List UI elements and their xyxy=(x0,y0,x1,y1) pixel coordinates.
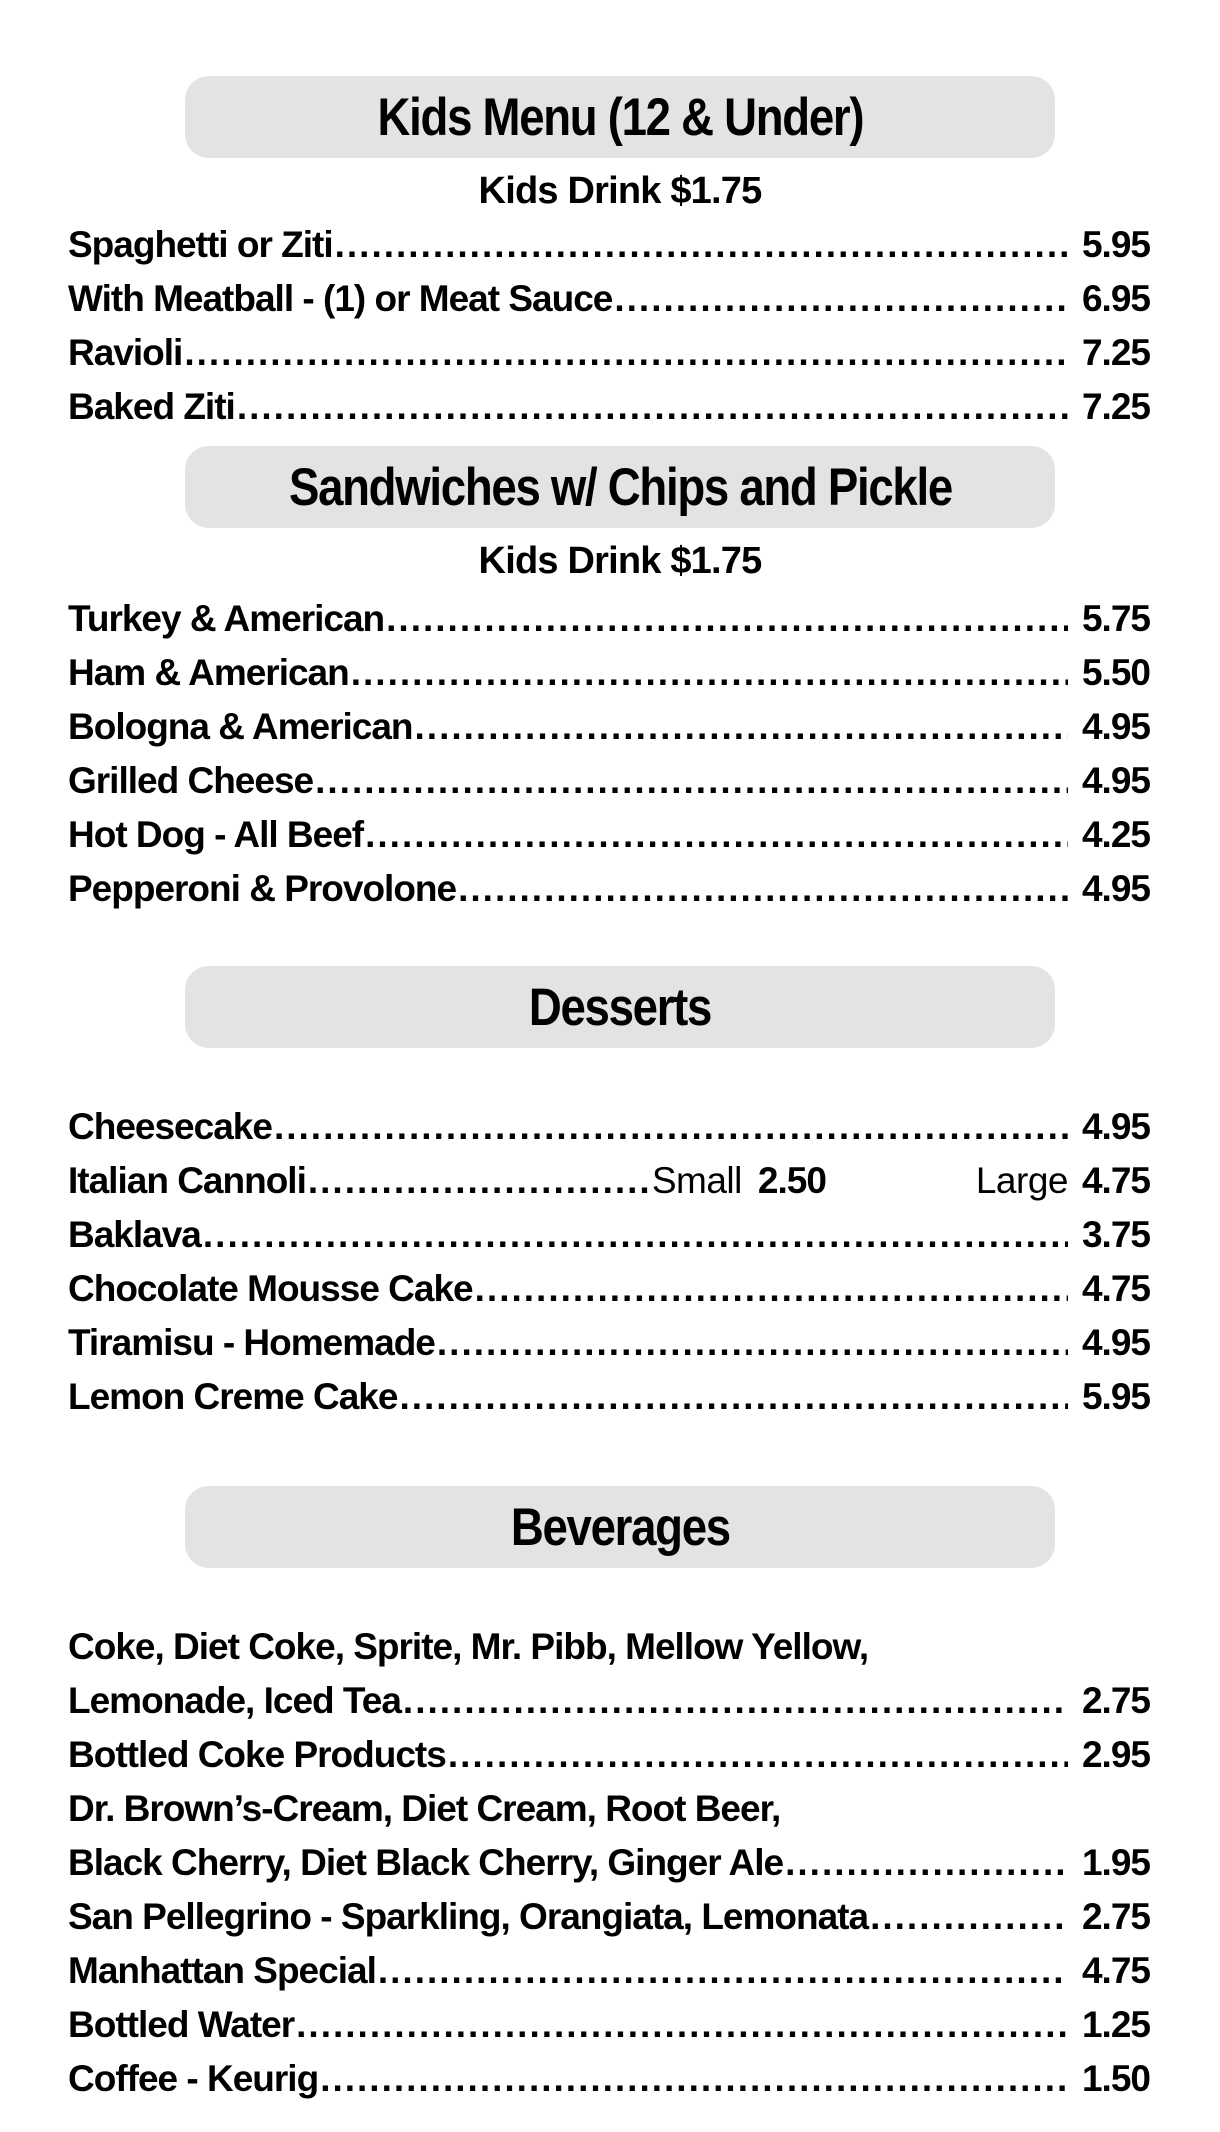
sandwiches-subtitle: Kids Drink $1.75 xyxy=(478,540,762,582)
item-name: Ham & American xyxy=(68,652,349,693)
small-size-label: Small xyxy=(651,1160,742,1201)
item-name: Turkey & American xyxy=(68,598,385,639)
item-price: 5.95 xyxy=(1081,224,1150,265)
kids-menu-header xyxy=(185,76,1055,158)
menu-item xyxy=(68,1370,1150,1424)
item-name: Hot Dog - All Beef xyxy=(68,814,364,855)
leader-dots xyxy=(475,1262,1068,1316)
beverages-header xyxy=(185,1486,1055,1568)
item-price: 4.75 xyxy=(1081,1950,1150,1991)
sandwiches-title: Sandwiches w/ Chips and Pickle xyxy=(288,457,952,517)
beverages-section xyxy=(68,1486,1150,2106)
item-name: Black Cherry, Diet Black Cherry, Ginger Ale xyxy=(68,1842,784,1883)
leader-dots xyxy=(870,1890,1068,1944)
item-name: Lemonade, Iced Tea xyxy=(68,1680,401,1721)
menu-item xyxy=(68,1728,1150,1782)
small-size-price: 2.50 xyxy=(757,1160,826,1201)
leader-dots xyxy=(274,1100,1068,1154)
leader-dots xyxy=(785,1836,1068,1890)
menu-item xyxy=(68,272,1150,326)
item-price: 4.75 xyxy=(1081,1268,1150,1309)
item-price: 1.25 xyxy=(1081,2004,1150,2045)
item-price: 2.75 xyxy=(1081,1896,1150,1937)
item-price: 4.95 xyxy=(1081,706,1150,747)
item-name: Bottled Coke Products xyxy=(68,1734,446,1775)
desserts-section xyxy=(68,966,1150,1424)
sandwiches-items xyxy=(68,592,1150,916)
item-name: Chocolate Mousse Cake xyxy=(68,1268,473,1309)
item-name: Coffee - Keurig xyxy=(68,2058,319,2099)
desserts-header xyxy=(185,966,1055,1048)
item-price: 4.95 xyxy=(1081,1106,1150,1147)
item-name: Lemon Creme Cake xyxy=(68,1376,398,1417)
item-name: Baklava xyxy=(68,1214,201,1255)
item-description-line: Coke, Diet Coke, Sprite, Mr. Pibb, Mellow Yellow, xyxy=(68,1626,869,1667)
sandwiches-header xyxy=(185,446,1055,528)
menu-item xyxy=(68,1208,1150,1262)
leader-dots xyxy=(378,1944,1068,1998)
menu-item xyxy=(68,1998,1150,2052)
item-description-line: Dr. Brown’s-Cream, Diet Cream, Root Beer, xyxy=(68,1788,781,1829)
menu-item xyxy=(68,754,1150,808)
menu-item xyxy=(68,380,1150,434)
leader-dots xyxy=(448,1728,1068,1782)
menu-item xyxy=(68,1100,1150,1154)
kids-menu-title: Kids Menu (12 & Under) xyxy=(377,87,863,147)
item-price: 5.95 xyxy=(1081,1376,1150,1417)
leader-dots xyxy=(614,272,1068,326)
item-price: 7.25 xyxy=(1081,332,1150,373)
item-name: With Meatball - (1) or Meat Sauce xyxy=(68,278,613,319)
item-name: Italian Cannoli xyxy=(68,1160,306,1201)
item-price: 4.95 xyxy=(1081,760,1150,801)
item-name: Cheesecake xyxy=(68,1106,272,1147)
leader-dots xyxy=(365,808,1068,862)
item-name: Bottled Water xyxy=(68,2004,295,2045)
menu-item xyxy=(68,592,1150,646)
item-price: 4.25 xyxy=(1081,814,1150,855)
item-price: 1.95 xyxy=(1081,1842,1150,1883)
leader-dots xyxy=(308,1154,648,1208)
item-price: 3.75 xyxy=(1081,1214,1150,1255)
kids-menu-subtitle: Kids Drink $1.75 xyxy=(478,170,762,212)
menu-item xyxy=(68,1944,1150,1998)
leader-dots xyxy=(184,326,1068,380)
item-name: Grilled Cheese xyxy=(68,760,314,801)
item-price: 2.75 xyxy=(1081,1680,1150,1721)
item-name: Tiramisu - Homemade xyxy=(68,1322,435,1363)
leader-dots xyxy=(399,1370,1068,1424)
item-name: Spaghetti or Ziti xyxy=(68,224,333,265)
leader-dots xyxy=(415,700,1068,754)
menu-item xyxy=(68,1890,1150,1944)
leader-dots xyxy=(315,754,1068,808)
large-size-price: 4.75 xyxy=(1081,1160,1150,1201)
item-price: 7.25 xyxy=(1081,386,1150,427)
desserts-items xyxy=(68,1100,1150,1424)
menu-item xyxy=(68,1316,1150,1370)
leader-dots xyxy=(437,1316,1068,1370)
item-name: Bologna & American xyxy=(68,706,413,747)
menu-item xyxy=(68,1262,1150,1316)
leader-dots xyxy=(320,2052,1068,2106)
menu-item xyxy=(68,218,1150,272)
item-price: 4.95 xyxy=(1081,868,1150,909)
leader-dots xyxy=(351,646,1068,700)
leader-dots xyxy=(403,1674,1068,1728)
leader-dots xyxy=(458,862,1068,916)
item-price: 2.95 xyxy=(1081,1734,1150,1775)
item-price: 1.50 xyxy=(1081,2058,1150,2099)
menu-item xyxy=(68,1154,1150,1208)
item-price: 4.95 xyxy=(1081,1322,1150,1363)
desserts-title: Desserts xyxy=(528,977,712,1037)
leader-dots xyxy=(386,592,1068,646)
item-name: Manhattan Special xyxy=(68,1950,376,1991)
item-price: 5.75 xyxy=(1081,598,1150,639)
item-name: San Pellegrino - Sparkling, Orangiata, Lemonata xyxy=(68,1896,869,1937)
item-name: Baked Ziti xyxy=(68,386,235,427)
menu-item xyxy=(68,1674,1150,1728)
large-size-label: Large xyxy=(975,1160,1068,1201)
menu-item xyxy=(68,1836,1150,1890)
kids-menu-items xyxy=(68,218,1150,434)
item-price: 5.50 xyxy=(1081,652,1150,693)
menu-item xyxy=(68,808,1150,862)
item-name: Pepperoni & Provolone xyxy=(68,868,457,909)
menu-item xyxy=(68,326,1150,380)
beverages-title: Beverages xyxy=(510,1497,730,1557)
menu-item xyxy=(68,862,1150,916)
menu-item xyxy=(68,646,1150,700)
menu-item xyxy=(68,2052,1150,2106)
sandwiches-section xyxy=(68,446,1150,916)
item-name: Ravioli xyxy=(68,332,183,373)
leader-dots xyxy=(296,1998,1068,2052)
item-price: 6.95 xyxy=(1081,278,1150,319)
leader-dots xyxy=(237,380,1068,434)
kids-menu-section xyxy=(68,76,1150,434)
leader-dots xyxy=(335,218,1068,272)
beverages-items xyxy=(68,1620,1150,2106)
leader-dots xyxy=(203,1208,1068,1262)
menu-item xyxy=(68,700,1150,754)
